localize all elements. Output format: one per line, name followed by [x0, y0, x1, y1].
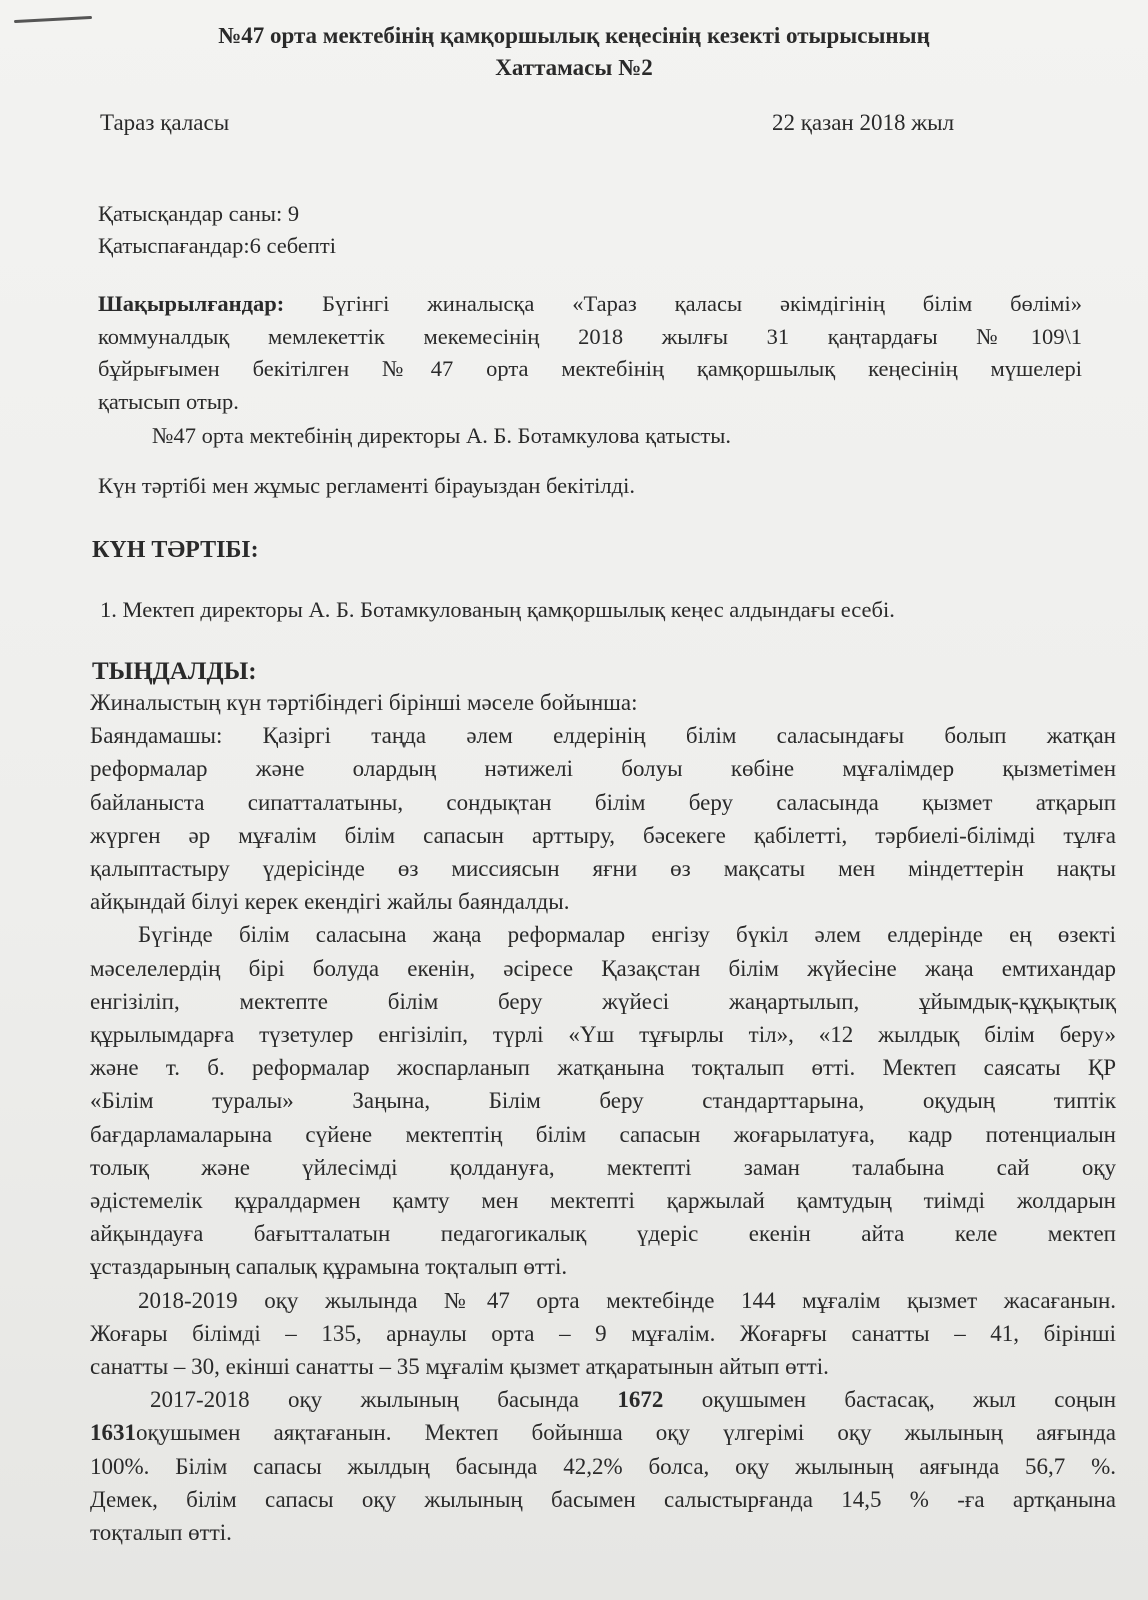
p4-line-3: 100%. Білім сапасы жылдың басында 42,2% болса, оқу жылының аяғында 56,7 %. — [90, 1453, 1116, 1479]
p2-line: толық және үйлесімді қолдануға, мектепті заман талабына сай оқу — [90, 1154, 1116, 1180]
attendance-present: Қатысқандар саны: 9 — [98, 201, 300, 226]
agenda-heading: КҮН ТӘРТІБІ: — [92, 537, 259, 563]
p1-line: Баяндамашы: Қазіргі таңда әлем елдерінің білім саласындағы болып жатқан — [90, 723, 1116, 749]
p2-line: әдістемелік құралдармен қамту мен мектепті қаржылай қамтудың тиімді жолдарын — [90, 1188, 1116, 1214]
p4-number-start: 1672 — [617, 1387, 664, 1413]
p2-line: енгізіліп, мектепте білім беру жүйесі жаңартылып, ұйымдық-құқықтық — [90, 988, 1116, 1014]
p2-last-line: ұстаздарының сапалық құрамына тоқталып өтті. — [90, 1254, 568, 1280]
p4-line-4: Демек, білім сапасы оқу жылының басымен салыстырғанда 14,5 % -ға артқанына — [90, 1486, 1116, 1512]
p4-rest: оқушымен аяқтағанын. Мектеп бойынша оқу үлгерімі оқу жылының аяғында — [136, 1420, 1116, 1446]
title-line-2: Хаттамасы №2 — [495, 55, 653, 80]
heard-intro: Жиналыстың күн тәртібіндегі бірінші мәселе бойынша: — [90, 690, 638, 715]
p4-line-5: тоқталып өтті. — [90, 1520, 232, 1546]
attendance-block — [98, 198, 1094, 262]
p2-line: бағдарламаларына сүйене мектептің білім сапасын жоғарылатуға, кадр потенциалын — [90, 1121, 1116, 1147]
attendance-absent: Қатыспағандар:6 себепті — [98, 233, 336, 258]
agenda-item-1: 1. Мектеп директоры А. Б. Ботамкулованың қамқоршылық кеңес алдындағы есебі. — [100, 597, 895, 622]
p2-line: «Білім туралы» Заңына, Білім беру стандарттарына, оқудың типтік — [90, 1088, 1116, 1114]
invited-line-2: коммуналдық мемлекеттік мекемесінің 2018 жылғы 31 қаңтардағы №109\1 — [98, 323, 1082, 349]
p3-line: 2018-2019 оқу жылында №47 орта мектебінде 144 мұғалім қызмет жасағанын. — [138, 1287, 1116, 1313]
title-line-1: №47 орта мектебінің қамқоршылық кеңесінің кезекті отырысының — [218, 23, 930, 48]
invited-block — [98, 288, 1082, 453]
agenda-approved: Күн тәртібі мен жұмыс регламенті бірауыздан бекітілді. — [98, 473, 635, 498]
heard-body — [90, 686, 1116, 1549]
p2-line: мәселелердің бірі болуда екенін, әсіресе Қазақстан білім жүйесіне жаңа емтихандар — [90, 955, 1116, 981]
p2-line: Бүгінде білім саласына жаңа реформалар енгізу бүкіл әлем елдерінде ең өзекті — [138, 922, 1116, 948]
p4-start: 2017-2018 оқу жылының басында — [150, 1387, 579, 1413]
invited-line-1 — [98, 288, 1082, 321]
invited-text-1: Бүгінгі жиналысқа «Тараз қаласы әкімдігінің білім бөлімі» — [322, 291, 1083, 316]
invited-line-3: бұйрығымен бекітілген №47 орта мектебінің қамқоршылық кеңесінің мүшелері — [98, 356, 1082, 381]
p4-line-1 — [90, 1383, 1116, 1416]
p3-line: Жоғары білімді – 135, арнаулы орта – 9 мұғалім. Жоғарғы санатты – 41, бірінші — [90, 1320, 1116, 1346]
p4-number-end: 1631 — [90, 1420, 136, 1446]
p2-line: құрылымдарға түзетулер енгізіліп, түрлі «Үш тұғырлы тіл», «12 жылдық білім беру» — [90, 1022, 1116, 1048]
p3-last-line: санатты – 30, екінші санатты – 35 мұғалім қызмет атқаратынын айтып өтті. — [90, 1354, 829, 1380]
director-line: №47 орта мектебінің директоры А. Б. Ботамкулова қатысты. — [152, 423, 732, 448]
p1-line: реформалар және олардың нәтижелі болуы көбіне мұғалімдер қызметімен — [90, 756, 1116, 782]
p2-line: және т. б. реформалар жоспарланып жатқанына тоқталып өтті. Мектеп саясаты ҚР — [90, 1055, 1116, 1081]
p4-mid: оқушымен бастасақ, жыл соңын — [701, 1387, 1116, 1413]
meeting-place: Тараз қаласы — [100, 110, 230, 135]
invited-label: Шақырылғандар: — [98, 291, 285, 316]
p1-line: жүрген әр мұғалім білім сапасын арттыру, бәсекеге қабілетті, тәрбиелі-білімді тұлға — [90, 822, 1116, 848]
document-title — [0, 20, 1148, 84]
p4-line-2 — [90, 1416, 1116, 1449]
invited-line-4: қатысып отыр. — [98, 388, 239, 414]
p1-line: байланыста сипатталатыны, сондықтан білім беру саласында қызмет атқарып — [90, 789, 1116, 815]
p1-line: қалыптастыру үдерісінде өз миссиясын яғни өз мақсаты мен міндеттерін нақты — [90, 856, 1116, 882]
p2-line: айқындауға бағытталатын педагогикалық үдеріс екенін айта келе мектеп — [90, 1221, 1116, 1247]
heard-heading: ТЫҢДАЛДЫ: — [92, 658, 257, 685]
meeting-date: 22 қазан 2018 жыл — [772, 110, 955, 135]
p1-last-line: айқындай білуі керек екендігі жайлы баяндалды. — [90, 889, 570, 915]
